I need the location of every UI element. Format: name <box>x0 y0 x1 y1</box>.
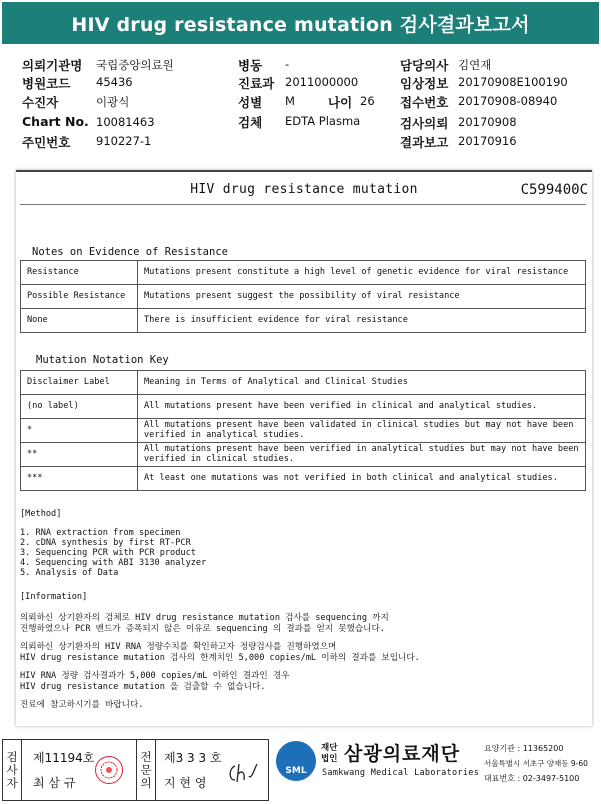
doctor-value: 김연재 <box>458 58 492 72</box>
mutation-table <box>20 370 586 491</box>
test-code: C599400C <box>520 182 588 198</box>
info-line-5: HIV drug resistance mutation 검사의 한계치인 5,000 copies/mL 이하의 결과를 보입니다. <box>20 653 420 663</box>
department-value: 2011000000 <box>285 75 359 89</box>
patient-info-header <box>0 54 601 154</box>
examiner-label-char: 사 <box>6 762 18 777</box>
signature-box <box>2 739 269 801</box>
evidence-text: Mutations present suggest the possibility of viral resistance <box>138 285 586 309</box>
org-address: 서울특별시 서초구 양재동 9-60 <box>484 759 588 768</box>
mutation-key: ** <box>21 443 138 467</box>
specialist-name: 지 현 영 <box>164 776 207 790</box>
info-line-10: 진료에 참고하시기를 바랍니다. <box>20 700 144 710</box>
specialist-label-char: 전 <box>140 749 152 764</box>
method-step-4: 4. Sequencing with ABI 3130 analyzer <box>20 558 207 568</box>
examiner-label-char: 검 <box>6 749 18 764</box>
info-line-4: 의뢰하신 상기환자의 HIV RNA 정량수치를 확인하고자 정량검사를 진행하였으며 <box>20 642 337 652</box>
evidence-text: There is insufficient evidence for viral resistance <box>138 309 586 333</box>
seal-stamp-icon <box>95 756 123 784</box>
mutation-text: All mutations present have been verified in clinical and analytical studies. <box>138 395 586 419</box>
specimen-label: 검체 <box>238 115 263 130</box>
info-heading: [Information] <box>20 592 88 602</box>
mutation-key: (no label) <box>21 395 138 419</box>
clinical-info-label: 임상정보 <box>400 76 449 91</box>
method-heading: [Method] <box>20 509 62 519</box>
org-name: 삼광의료재단 <box>344 743 461 765</box>
patient-label: 수진자 <box>22 95 59 110</box>
mutation-text: At least one mutations was not verified in both clinical and analytical studies. <box>138 467 586 491</box>
info-line-8: HIV drug resistance mutation 을 검출할 수 없습니다. <box>20 682 266 692</box>
report-title: HIV drug resistance mutation 검사결과보고서 <box>71 13 530 36</box>
org-english-name: Samkwang Medical Laboratories <box>322 768 480 778</box>
evidence-key: None <box>21 309 138 333</box>
org-prefix-line: 법인 <box>321 754 338 764</box>
title-divider <box>20 204 586 205</box>
mutation-text: All mutations present have been verified in analytical studies but may not have been verified in clinical studies. <box>138 443 586 467</box>
specimen-value: EDTA Plasma <box>285 114 361 128</box>
sex-label: 성별 <box>238 95 263 110</box>
hospital-code-label: 병원코드 <box>22 76 71 91</box>
ward-value: - <box>285 57 290 71</box>
mutation-key: *** <box>21 467 138 491</box>
mutation-key: * <box>21 419 138 443</box>
info-line-1: 의뢰하신 상기환자의 검체로 HIV drug resistance mutation 검사를 sequencing 까지 <box>20 613 389 623</box>
resident-number-value: 910227-1 <box>96 134 152 148</box>
clinical-info-value: 20170908E100190 <box>458 75 568 89</box>
info-line-2: 진행하였으나 PCR 밴드가 증폭되지 않은 이유로 sequencing 의 결과를 얻지 못했습니다. <box>20 624 385 634</box>
org-phone: 대표번호 : 02-3497-5100 <box>484 774 580 783</box>
org-prefix <box>321 743 337 765</box>
resident-number-label: 주민번호 <box>22 135 71 150</box>
specialist-label <box>136 740 156 800</box>
institution-label: 의뢰기관명 <box>22 58 83 73</box>
examiner-label <box>3 740 22 800</box>
table-row <box>21 309 586 333</box>
table-row <box>21 467 586 491</box>
mutation-heading: Mutation Notation Key <box>36 354 169 366</box>
examiner-label-char: 자 <box>6 775 18 790</box>
report-date-label: 결과보고 <box>400 135 449 150</box>
evidence-table <box>20 260 586 333</box>
report-date-value: 20170916 <box>458 134 517 148</box>
doctor-label: 담당의사 <box>400 58 449 73</box>
table-row <box>21 395 586 419</box>
evidence-text: Mutations present constitute a high level of genetic evidence for viral resistance <box>138 261 586 285</box>
method-step-3: 3. Sequencing PCR with PCR product <box>20 548 196 558</box>
specialist-label-char: 문 <box>140 762 152 777</box>
age-label: 나이 <box>328 95 353 110</box>
receipt-number-value: 20170908-08940 <box>458 94 558 108</box>
examiner-license: 제11194호 <box>33 751 95 765</box>
mutation-text: Meaning in Terms of Analytical and Clinical Studies <box>138 371 586 395</box>
specialist-label-char: 의 <box>140 775 152 790</box>
mutation-text: All mutations present have been validated in clinical studies but may not have been verified in analytical studies. <box>138 419 586 443</box>
result-title: HIV drug resistance mutation <box>190 182 418 197</box>
institution-value: 국립중앙의료원 <box>96 58 174 72</box>
method-step-2: 2. cDNA synthesis by first RT-PCR <box>20 538 191 548</box>
evidence-heading: Notes on Evidence of Resistance <box>32 246 228 258</box>
chart-no-value: 10081463 <box>96 115 155 129</box>
info-line-7: HIV RNA 정량 검사결과가 5,000 copies/mL 이하인 결과인 경우 <box>20 671 290 681</box>
logo-text: SML <box>285 766 307 776</box>
hospital-code-value: 45436 <box>96 75 133 89</box>
table-row <box>21 419 586 443</box>
chart-no-label: Chart No. <box>22 114 89 129</box>
org-prefix-line: 재단 <box>321 743 338 753</box>
table-row <box>21 443 586 467</box>
report-title-bar <box>2 2 599 44</box>
sex-value: M <box>285 94 295 108</box>
age-value: 26 <box>360 94 375 108</box>
evidence-key: Resistance <box>21 261 138 285</box>
patient-value: 이광식 <box>96 95 130 109</box>
sml-logo-icon <box>276 741 316 781</box>
institution-code: 요양기관 : 11365200 <box>484 744 564 753</box>
mutation-key: Disclaimer Label <box>21 371 138 395</box>
handwritten-signature-icon <box>225 758 261 788</box>
receipt-number-label: 접수번호 <box>400 95 449 110</box>
table-row <box>21 261 586 285</box>
request-date-label: 검사의뢰 <box>400 116 449 131</box>
method-step-5: 5. Analysis of Data <box>20 568 119 578</box>
method-step-1: 1. RNA extraction from specimen <box>20 528 181 538</box>
department-label: 진료과 <box>238 76 275 91</box>
specialist-license: 제3 3 3 호 <box>164 751 222 765</box>
result-sheet <box>16 170 592 726</box>
ward-label: 병동 <box>238 58 263 73</box>
examiner-name: 최 삼 규 <box>33 776 76 790</box>
request-date-value: 20170908 <box>458 115 517 129</box>
table-row <box>21 371 586 395</box>
signature-footer <box>0 735 601 804</box>
evidence-key: Possible Resistance <box>21 285 138 309</box>
table-row <box>21 285 586 309</box>
